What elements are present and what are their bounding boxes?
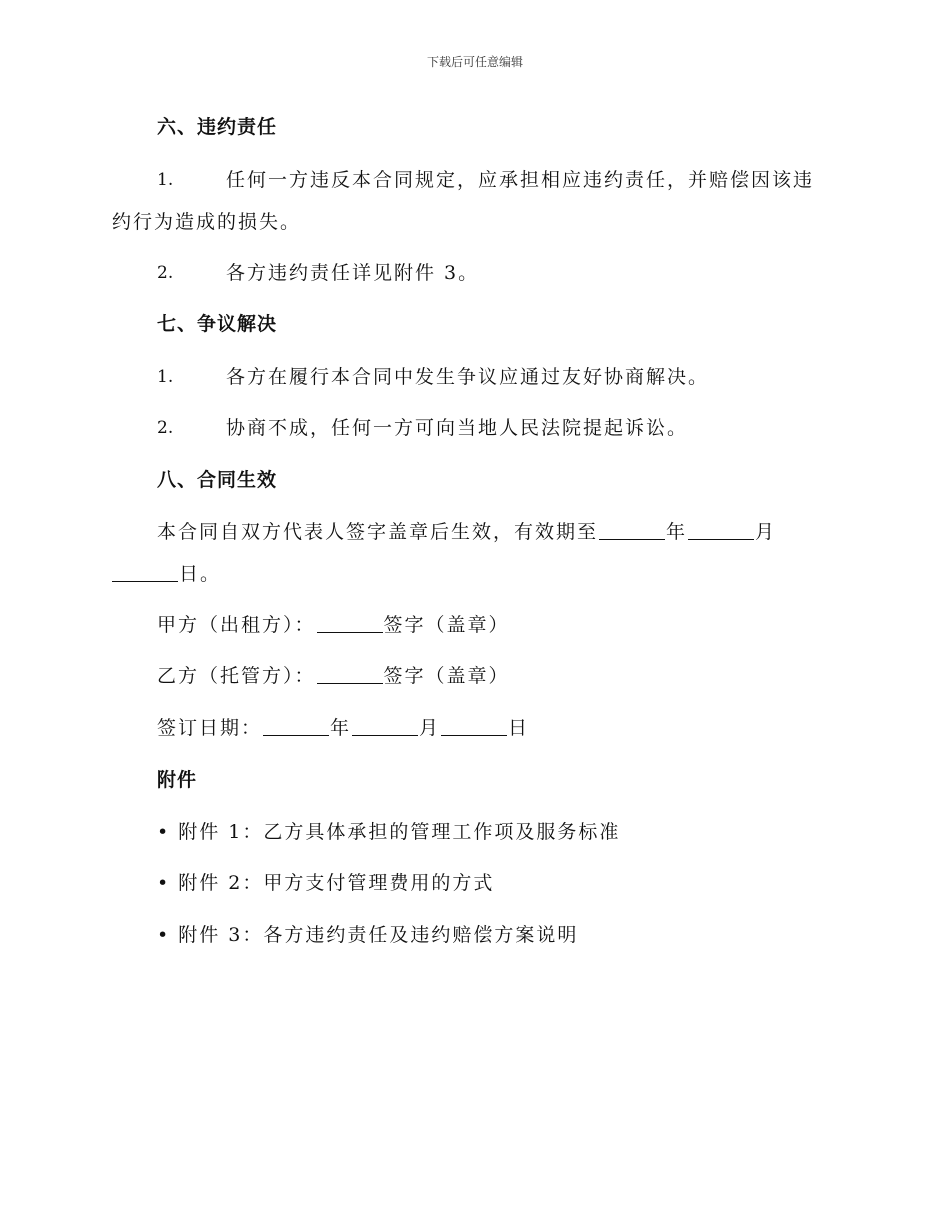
- day-blank[interactable]: [112, 561, 178, 582]
- validity-text: 本合同自双方代表人签字盖章后生效，有效期至: [157, 521, 599, 543]
- month-label: 月: [755, 521, 777, 543]
- month-blank[interactable]: [688, 519, 754, 540]
- section-title-attachments: 附件: [157, 769, 198, 791]
- party-b-blank[interactable]: [317, 663, 383, 684]
- attachment-item: • 附件 2：甲方支付管理费用的方式: [157, 872, 495, 894]
- dispute-clause-2: 协商不成，任何一方可向当地人民法院提起诉讼。: [226, 417, 689, 439]
- sign-month-label: 月: [419, 717, 441, 739]
- party-b-label: 乙方（托管方）：: [157, 665, 316, 687]
- party-b-seal: 签字（盖章）: [383, 665, 510, 687]
- sign-day-label: 日: [508, 717, 530, 739]
- party-a-label: 甲方（出租方）：: [157, 614, 316, 636]
- breach-clause-1-line1: 任何一方违反本合同规定，应承担相应违约责任，并赔偿因该违: [226, 169, 815, 191]
- party-a-blank[interactable]: [317, 612, 383, 633]
- sign-month-blank[interactable]: [352, 715, 418, 736]
- party-a-seal: 签字（盖章）: [383, 614, 510, 636]
- item-number: 2.: [157, 263, 174, 283]
- page-header: 下载后可任意编辑: [426, 55, 523, 69]
- party-a-signature: [157, 611, 510, 639]
- day-end-label: 日。: [179, 563, 222, 585]
- validity-clause-line2: [112, 560, 221, 588]
- sign-year-blank[interactable]: [263, 715, 329, 736]
- attachment-item: • 附件 1：乙方具体承担的管理工作项及服务标准: [157, 821, 621, 843]
- dispute-clause-1: 各方在履行本合同中发生争议应通过友好协商解决。: [226, 366, 710, 388]
- item-number: 1.: [157, 170, 174, 190]
- sign-date-label: 签订日期：: [157, 717, 263, 739]
- attachment-item: • 附件 3：各方违约责任及违约赔偿方案说明: [157, 924, 579, 946]
- sign-day-blank[interactable]: [441, 715, 507, 736]
- item-number: 2.: [157, 418, 174, 438]
- party-b-signature: [157, 662, 510, 690]
- section-title-breach: 六、违约责任: [157, 116, 278, 138]
- year-blank[interactable]: [599, 519, 665, 540]
- sign-year-label: 年: [330, 717, 352, 739]
- sign-date-line: [157, 714, 529, 742]
- section-title-dispute: 七、争议解决: [157, 313, 278, 335]
- breach-clause-1-line2: 约行为造成的损失。: [112, 211, 302, 233]
- validity-clause-line1: [157, 518, 776, 546]
- breach-clause-2: 各方违约责任详见附件 3。: [226, 262, 480, 284]
- year-label: 年: [666, 521, 688, 543]
- item-number: 1.: [157, 367, 174, 387]
- section-title-effect: 八、合同生效: [157, 469, 278, 491]
